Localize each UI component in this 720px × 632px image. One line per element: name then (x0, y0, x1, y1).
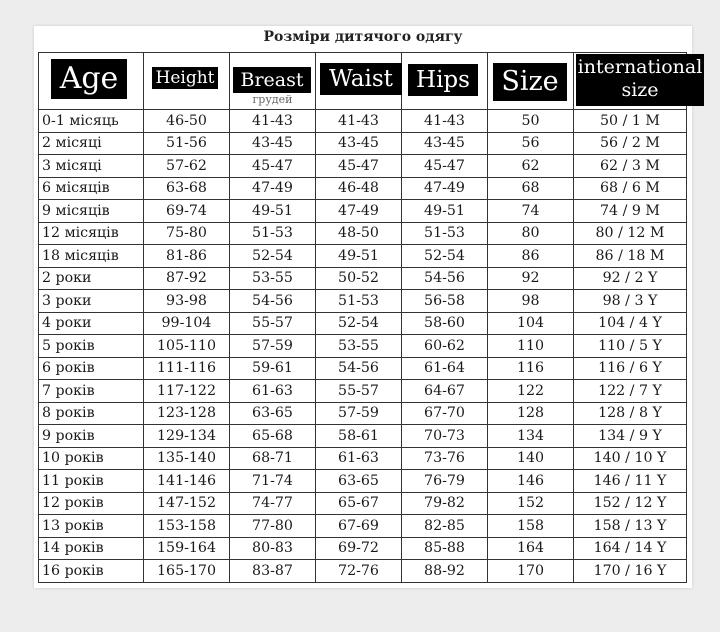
hips-cell: 85-88 (402, 537, 488, 560)
age-cell: 2 роки (39, 267, 144, 290)
age-cell: 5 років (39, 335, 144, 358)
hips-cell: 47-49 (402, 177, 488, 200)
size-cell: 62 (488, 155, 574, 178)
breast-cell: 51-53 (230, 222, 316, 245)
hips-cell: 88-92 (402, 560, 488, 583)
height-cell: 123-128 (144, 402, 230, 425)
waist-cell: 55-57 (316, 380, 402, 403)
height-cell: 105-110 (144, 335, 230, 358)
hips-cell: 58-60 (402, 312, 488, 335)
waist-cell: 46-48 (316, 177, 402, 200)
header-age-label: Age (51, 59, 127, 99)
international-size-cell: 128 / 8 Y (574, 402, 687, 425)
age-cell: 3 місяці (39, 155, 144, 178)
waist-cell: 50-52 (316, 267, 402, 290)
size-cell: 164 (488, 537, 574, 560)
header-size (488, 53, 574, 110)
international-size-cell: 56 / 2 M (574, 132, 687, 155)
header-waist-label: Waist (320, 63, 402, 95)
header-height (144, 53, 230, 110)
international-size-cell: 86 / 18 M (574, 245, 687, 268)
header-waist (316, 53, 402, 110)
table-row (39, 380, 687, 403)
waist-cell: 65-67 (316, 492, 402, 515)
international-size-cell: 50 / 1 M (574, 110, 687, 133)
height-cell: 46-50 (144, 110, 230, 133)
hips-cell: 67-70 (402, 402, 488, 425)
waist-cell: 52-54 (316, 312, 402, 335)
breast-cell: 74-77 (230, 492, 316, 515)
international-size-cell: 110 / 5 Y (574, 335, 687, 358)
waist-cell: 67-69 (316, 515, 402, 538)
header-age (39, 53, 144, 110)
age-cell: 14 років (39, 537, 144, 560)
breast-cell: 52-54 (230, 245, 316, 268)
age-cell: 6 років (39, 357, 144, 380)
table-row (39, 222, 687, 245)
height-cell: 111-116 (144, 357, 230, 380)
height-cell: 81-86 (144, 245, 230, 268)
size-cell: 86 (488, 245, 574, 268)
breast-cell: 45-47 (230, 155, 316, 178)
hips-cell: 79-82 (402, 492, 488, 515)
table-row (39, 425, 687, 448)
international-size-cell: 68 / 6 M (574, 177, 687, 200)
breast-cell: 80-83 (230, 537, 316, 560)
age-cell: 18 місяців (39, 245, 144, 268)
table-row (39, 560, 687, 583)
size-cell: 56 (488, 132, 574, 155)
header-hips (402, 53, 488, 110)
age-cell: 9 місяців (39, 200, 144, 223)
hips-cell: 76-79 (402, 470, 488, 493)
size-cell: 116 (488, 357, 574, 380)
table-row (39, 335, 687, 358)
table-row (39, 200, 687, 223)
size-cell: 104 (488, 312, 574, 335)
height-cell: 129-134 (144, 425, 230, 448)
age-cell: 6 місяців (39, 177, 144, 200)
hips-cell: 45-47 (402, 155, 488, 178)
height-cell: 153-158 (144, 515, 230, 538)
size-cell: 74 (488, 200, 574, 223)
hips-cell: 52-54 (402, 245, 488, 268)
age-cell: 16 років (39, 560, 144, 583)
size-cell: 50 (488, 110, 574, 133)
table-row (39, 515, 687, 538)
table-row (39, 245, 687, 268)
hips-cell: 60-62 (402, 335, 488, 358)
waist-cell: 43-45 (316, 132, 402, 155)
chart-title: Розміри дитячого одягу (263, 29, 463, 45)
hips-cell: 54-56 (402, 267, 488, 290)
waist-cell: 57-59 (316, 402, 402, 425)
international-size-cell: 104 / 4 Y (574, 312, 687, 335)
table-row (39, 155, 687, 178)
waist-cell: 45-47 (316, 155, 402, 178)
hips-cell: 61-64 (402, 357, 488, 380)
height-cell: 147-152 (144, 492, 230, 515)
header-row (39, 53, 687, 110)
height-cell: 51-56 (144, 132, 230, 155)
age-cell: 12 місяців (39, 222, 144, 245)
size-table-body (39, 110, 687, 583)
breast-cell: 55-57 (230, 312, 316, 335)
international-size-cell: 98 / 3 Y (574, 290, 687, 313)
international-size-cell: 74 / 9 M (574, 200, 687, 223)
hips-cell: 51-53 (402, 222, 488, 245)
hips-cell: 43-45 (402, 132, 488, 155)
header-international-size (574, 53, 703, 110)
height-cell: 93-98 (144, 290, 230, 313)
size-cell: 80 (488, 222, 574, 245)
hips-cell: 82-85 (402, 515, 488, 538)
size-cell: 122 (488, 380, 574, 403)
size-chart-sheet (34, 26, 703, 588)
waist-cell: 51-53 (316, 290, 402, 313)
size-cell: 92 (488, 267, 574, 290)
breast-cell: 57-59 (230, 335, 316, 358)
table-row (39, 357, 687, 380)
waist-cell: 53-55 (316, 335, 402, 358)
breast-cell: 61-63 (230, 380, 316, 403)
height-cell: 87-92 (144, 267, 230, 290)
waist-cell: 72-76 (316, 560, 402, 583)
header-hips-label: Hips (408, 64, 478, 96)
age-cell: 12 років (39, 492, 144, 515)
age-cell: 4 роки (39, 312, 144, 335)
breast-cell: 68-71 (230, 447, 316, 470)
age-cell: 13 років (39, 515, 144, 538)
international-size-cell: 152 / 12 Y (574, 492, 687, 515)
international-size-cell: 170 / 16 Y (574, 560, 687, 583)
height-cell: 141-146 (144, 470, 230, 493)
size-cell: 134 (488, 425, 574, 448)
international-size-cell: 146 / 11 Y (574, 470, 687, 493)
hips-cell: 64-67 (402, 380, 488, 403)
waist-cell: 47-49 (316, 200, 402, 223)
height-cell: 69-74 (144, 200, 230, 223)
international-size-cell: 158 / 13 Y (574, 515, 687, 538)
international-size-cell: 164 / 14 Y (574, 537, 687, 560)
header-breast-underlay: грудей (252, 93, 293, 106)
age-cell: 3 роки (39, 290, 144, 313)
breast-cell: 71-74 (230, 470, 316, 493)
waist-cell: 48-50 (316, 222, 402, 245)
size-cell: 68 (488, 177, 574, 200)
breast-cell: 54-56 (230, 290, 316, 313)
table-row (39, 470, 687, 493)
height-cell: 159-164 (144, 537, 230, 560)
size-cell: 128 (488, 402, 574, 425)
waist-cell: 63-65 (316, 470, 402, 493)
size-cell: 152 (488, 492, 574, 515)
international-size-cell: 140 / 10 Y (574, 447, 687, 470)
table-row (39, 267, 687, 290)
height-cell: 75-80 (144, 222, 230, 245)
waist-cell: 69-72 (316, 537, 402, 560)
waist-cell: 49-51 (316, 245, 402, 268)
age-cell: 10 років (39, 447, 144, 470)
age-cell: 7 років (39, 380, 144, 403)
table-row (39, 132, 687, 155)
table-row (39, 537, 687, 560)
international-size-cell: 92 / 2 Y (574, 267, 687, 290)
age-cell: 0-1 місяць (39, 110, 144, 133)
height-cell: 165-170 (144, 560, 230, 583)
breast-cell: 43-45 (230, 132, 316, 155)
size-table (38, 52, 703, 583)
size-cell: 110 (488, 335, 574, 358)
height-cell: 57-62 (144, 155, 230, 178)
height-cell: 117-122 (144, 380, 230, 403)
hips-cell: 73-76 (402, 447, 488, 470)
size-cell: 98 (488, 290, 574, 313)
table-row (39, 110, 687, 133)
table-row (39, 312, 687, 335)
table-row (39, 177, 687, 200)
age-cell: 11 років (39, 470, 144, 493)
breast-cell: 77-80 (230, 515, 316, 538)
table-row (39, 447, 687, 470)
breast-cell: 59-61 (230, 357, 316, 380)
breast-cell: 63-65 (230, 402, 316, 425)
waist-cell: 54-56 (316, 357, 402, 380)
international-size-cell: 134 / 9 Y (574, 425, 687, 448)
breast-cell: 49-51 (230, 200, 316, 223)
age-cell: 8 років (39, 402, 144, 425)
size-cell: 170 (488, 560, 574, 583)
header-size-label: Size (493, 63, 567, 101)
table-row (39, 290, 687, 313)
international-size-cell: 122 / 7 Y (574, 380, 687, 403)
size-cell: 146 (488, 470, 574, 493)
breast-cell: 65-68 (230, 425, 316, 448)
breast-cell: 83-87 (230, 560, 316, 583)
waist-cell: 58-61 (316, 425, 402, 448)
hips-cell: 41-43 (402, 110, 488, 133)
age-cell: 9 років (39, 425, 144, 448)
header-breast-label: Breast (233, 67, 311, 93)
header-international-size-label: international size (576, 54, 704, 106)
breast-cell: 41-43 (230, 110, 316, 133)
waist-cell: 61-63 (316, 447, 402, 470)
hips-cell: 70-73 (402, 425, 488, 448)
header-height-label: Height (152, 67, 218, 89)
hips-cell: 56-58 (402, 290, 488, 313)
breast-cell: 47-49 (230, 177, 316, 200)
table-row (39, 402, 687, 425)
international-size-cell: 116 / 6 Y (574, 357, 687, 380)
height-cell: 99-104 (144, 312, 230, 335)
height-cell: 63-68 (144, 177, 230, 200)
size-cell: 140 (488, 447, 574, 470)
age-cell: 2 місяці (39, 132, 144, 155)
table-row (39, 492, 687, 515)
size-cell: 158 (488, 515, 574, 538)
international-size-cell: 80 / 12 M (574, 222, 687, 245)
breast-cell: 53-55 (230, 267, 316, 290)
international-size-cell: 62 / 3 M (574, 155, 687, 178)
height-cell: 135-140 (144, 447, 230, 470)
header-breast (230, 53, 316, 110)
hips-cell: 49-51 (402, 200, 488, 223)
waist-cell: 41-43 (316, 110, 402, 133)
